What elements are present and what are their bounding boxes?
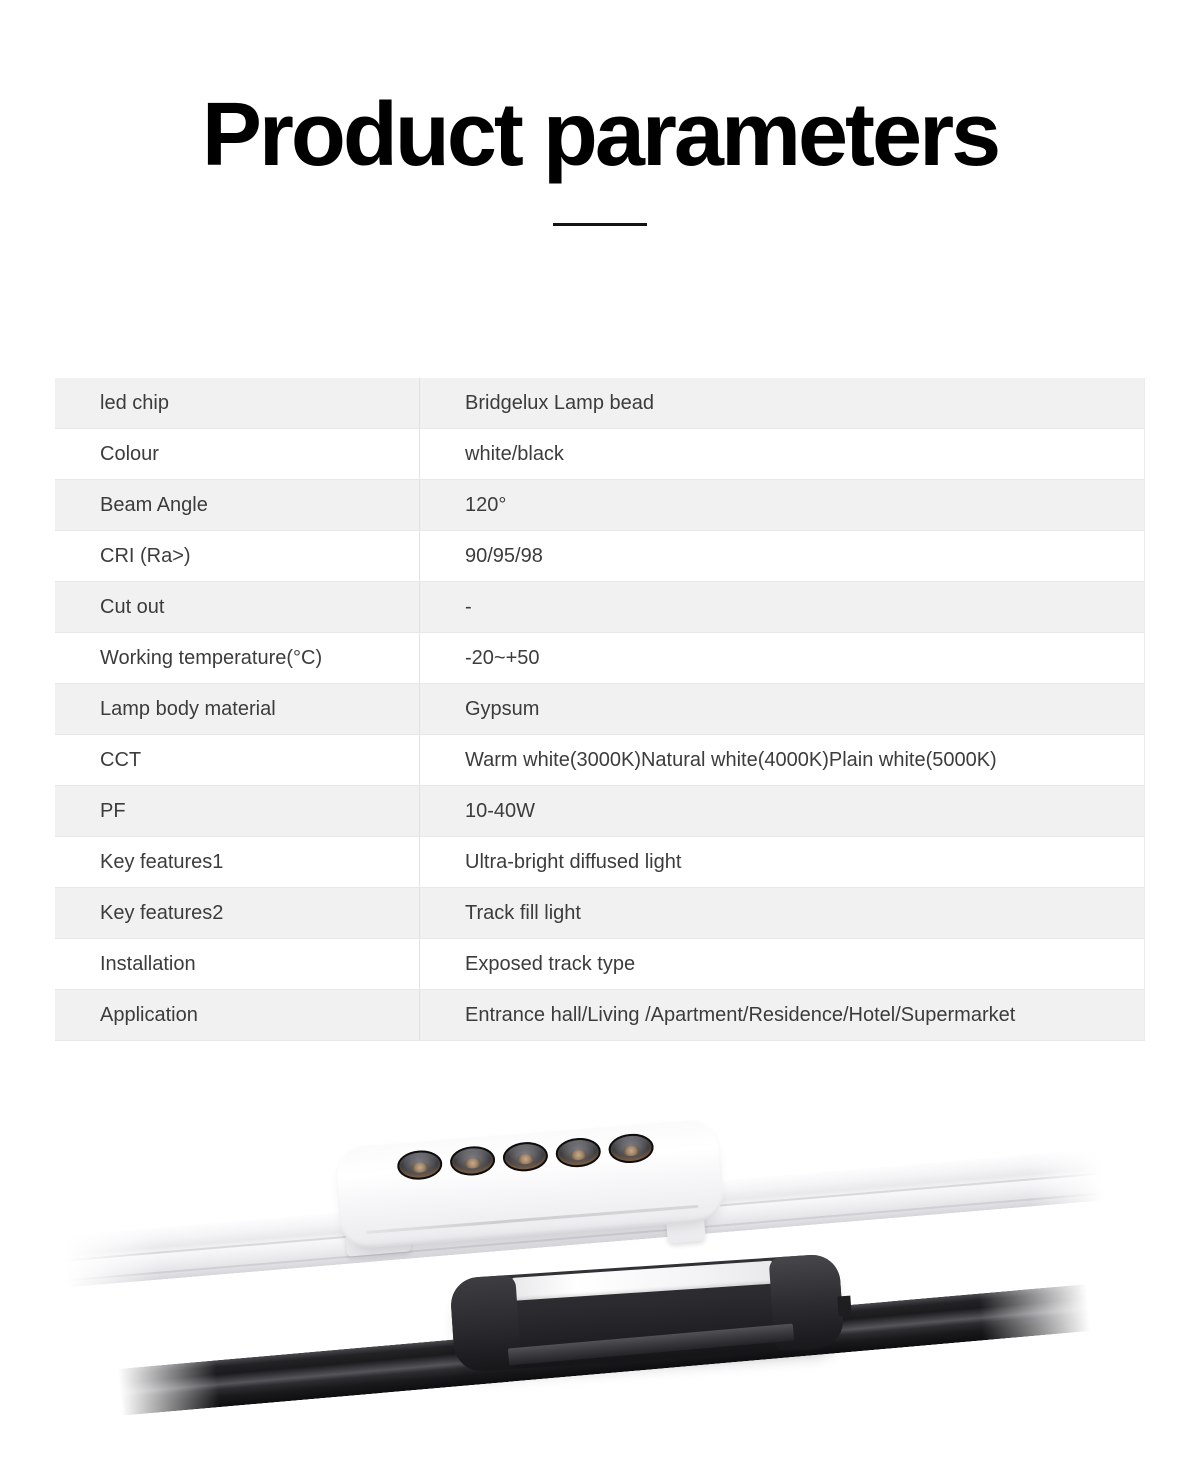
param-value: -	[465, 595, 472, 618]
param-value: -20~+50	[465, 646, 540, 669]
param-label: CRI (Ra>)	[55, 531, 420, 581]
spotlight-row	[396, 1132, 654, 1181]
param-value: Gypsum	[465, 697, 540, 720]
param-value: Bridgelux Lamp bead	[465, 391, 655, 414]
param-label: Cut out	[55, 582, 420, 632]
param-label: Key features1	[55, 837, 420, 887]
param-value: 10-40W	[465, 799, 536, 822]
param-label: Beam Angle	[55, 480, 420, 530]
param-label: Installation	[55, 939, 420, 989]
diffuser-strip	[512, 1261, 774, 1301]
param-value: 90/95/98	[465, 544, 543, 567]
param-label: Application	[55, 990, 420, 1040]
param-label: Key features2	[55, 888, 420, 938]
spotlight-lens	[449, 1145, 496, 1177]
black-lamp-clamp	[837, 1296, 851, 1317]
spotlight-lens	[555, 1136, 602, 1168]
param-value: 120°	[465, 493, 507, 516]
param-label: CCT	[55, 735, 420, 785]
param-label: Lamp body material	[55, 684, 420, 734]
spotlight-lens	[502, 1141, 549, 1173]
param-label: Colour	[55, 429, 420, 479]
param-value: Entrance hall/Living /Apartment/Residence/Hotel/Supermarket	[465, 1003, 1016, 1026]
page-title: Product parameters	[201, 85, 999, 185]
param-value: Ultra-bright diffused light	[465, 850, 682, 873]
spotlight-lens	[608, 1132, 655, 1164]
param-value: Exposed track type	[465, 952, 636, 975]
param-label: PF	[55, 786, 420, 836]
param-label: Working temperature(°C)	[55, 633, 420, 683]
spotlight-lens	[396, 1149, 443, 1181]
param-value: white/black	[465, 442, 564, 465]
param-label: led chip	[55, 378, 420, 428]
param-value: Warm white(3000K)Natural white(4000K)Plain white(5000K)	[465, 748, 997, 771]
param-value: Track fill light	[465, 901, 581, 924]
